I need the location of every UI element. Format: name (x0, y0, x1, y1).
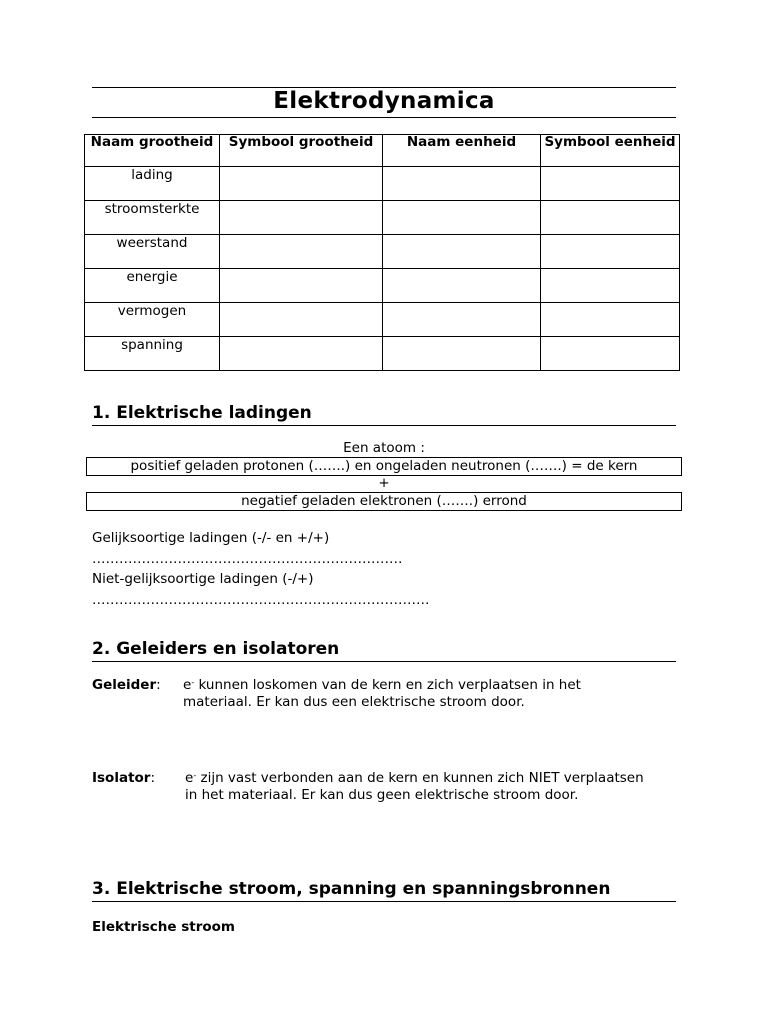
blank-cell[interactable] (541, 303, 680, 337)
plus-sign: + (378, 475, 390, 491)
insulator-line-2: in het materiaal. Er kan dus geen elektrische stroom door. (185, 786, 579, 803)
blank-cell[interactable] (383, 337, 541, 371)
section-2-heading: 2. Geleiders en isolatoren (92, 639, 340, 659)
blank-cell[interactable] (220, 167, 383, 201)
section-3-rule (92, 901, 676, 902)
blank-cell[interactable] (541, 269, 680, 303)
different-charges-label: Niet-gelijksoortige ladingen (-/+) (92, 571, 314, 587)
blank-cell[interactable] (220, 337, 383, 371)
insulator-line-1: zijn vast verbonden aan de kern en kunnen zich NIET verplaatsen (196, 770, 644, 786)
section-1-heading: 1. Elektrische ladingen (92, 403, 312, 423)
blank-cell[interactable] (541, 337, 680, 371)
quantity-name: spanning (85, 337, 220, 371)
table-header-row (85, 135, 680, 167)
table-row (85, 235, 680, 269)
title-bottom-rule (92, 117, 676, 118)
section-3-heading: 3. Elektrische stroom, spanning en spanningsbronnen (92, 879, 611, 899)
table-row (85, 269, 680, 303)
conductor-line-2: materiaal. Er kan dus een elektrische stroom door. (183, 693, 525, 710)
quantity-name: stroomsterkte (85, 201, 220, 235)
nucleus-box: positief geladen protonen (…….) en ongeladen neutronen (…….) = de kern (86, 457, 682, 476)
electron-symbol: e (185, 770, 194, 786)
quantity-name: lading (85, 167, 220, 201)
quantity-name: weerstand (85, 235, 220, 269)
insulator-colon: : (150, 770, 156, 786)
insulator-term-label: Isolator (92, 770, 151, 786)
insulator-definition (185, 770, 685, 803)
conductor-line-1: kunnen loskomen van de kern en zich verplaatsen in het (194, 677, 581, 693)
same-charges-answer-line[interactable]: …………………………………………………………… (92, 551, 403, 567)
electric-current-subheading: Elektrische stroom (92, 919, 235, 935)
blank-cell[interactable] (541, 201, 680, 235)
electron-charge-sign: - (191, 678, 195, 687)
quantity-name: energie (85, 269, 220, 303)
same-charges-label: Gelijksoortige ladingen (-/- en +/+) (92, 530, 330, 546)
table-row (85, 201, 680, 235)
blank-cell[interactable] (220, 303, 383, 337)
conductor-colon: : (156, 677, 161, 693)
header-symbool-eenheid: Symbool eenheid (541, 135, 680, 167)
header-symbool-grootheid: Symbool grootheid (220, 135, 383, 167)
blank-cell[interactable] (220, 201, 383, 235)
blank-cell[interactable] (383, 167, 541, 201)
different-charges-answer-line[interactable]: ………………………………………………………………… (92, 592, 430, 608)
quantities-table (84, 134, 680, 371)
electron-symbol: e (183, 677, 192, 693)
blank-cell[interactable] (383, 235, 541, 269)
blank-cell[interactable] (541, 167, 680, 201)
electron-charge-sign: - (193, 771, 197, 780)
blank-cell[interactable] (383, 201, 541, 235)
insulator-term (92, 770, 155, 786)
header-naam-grootheid: Naam grootheid (85, 135, 220, 167)
conductor-term (92, 677, 161, 693)
blank-cell[interactable] (220, 269, 383, 303)
quantity-name: vermogen (85, 303, 220, 337)
electron-box: negatief geladen elektronen (…….) errond (86, 492, 682, 511)
header-naam-eenheid: Naam eenheid (383, 135, 541, 167)
table-row (85, 337, 680, 371)
conductor-definition (183, 677, 683, 710)
table-row (85, 167, 680, 201)
blank-cell[interactable] (383, 303, 541, 337)
table-row (85, 303, 680, 337)
conductor-term-label: Geleider (92, 677, 157, 693)
blank-cell[interactable] (383, 269, 541, 303)
section-1-rule (92, 425, 676, 426)
blank-cell[interactable] (541, 235, 680, 269)
blank-cell[interactable] (220, 235, 383, 269)
section-2-rule (92, 661, 676, 662)
page-title: Elektrodynamica (273, 88, 495, 114)
atom-label: Een atoom : (343, 440, 425, 456)
